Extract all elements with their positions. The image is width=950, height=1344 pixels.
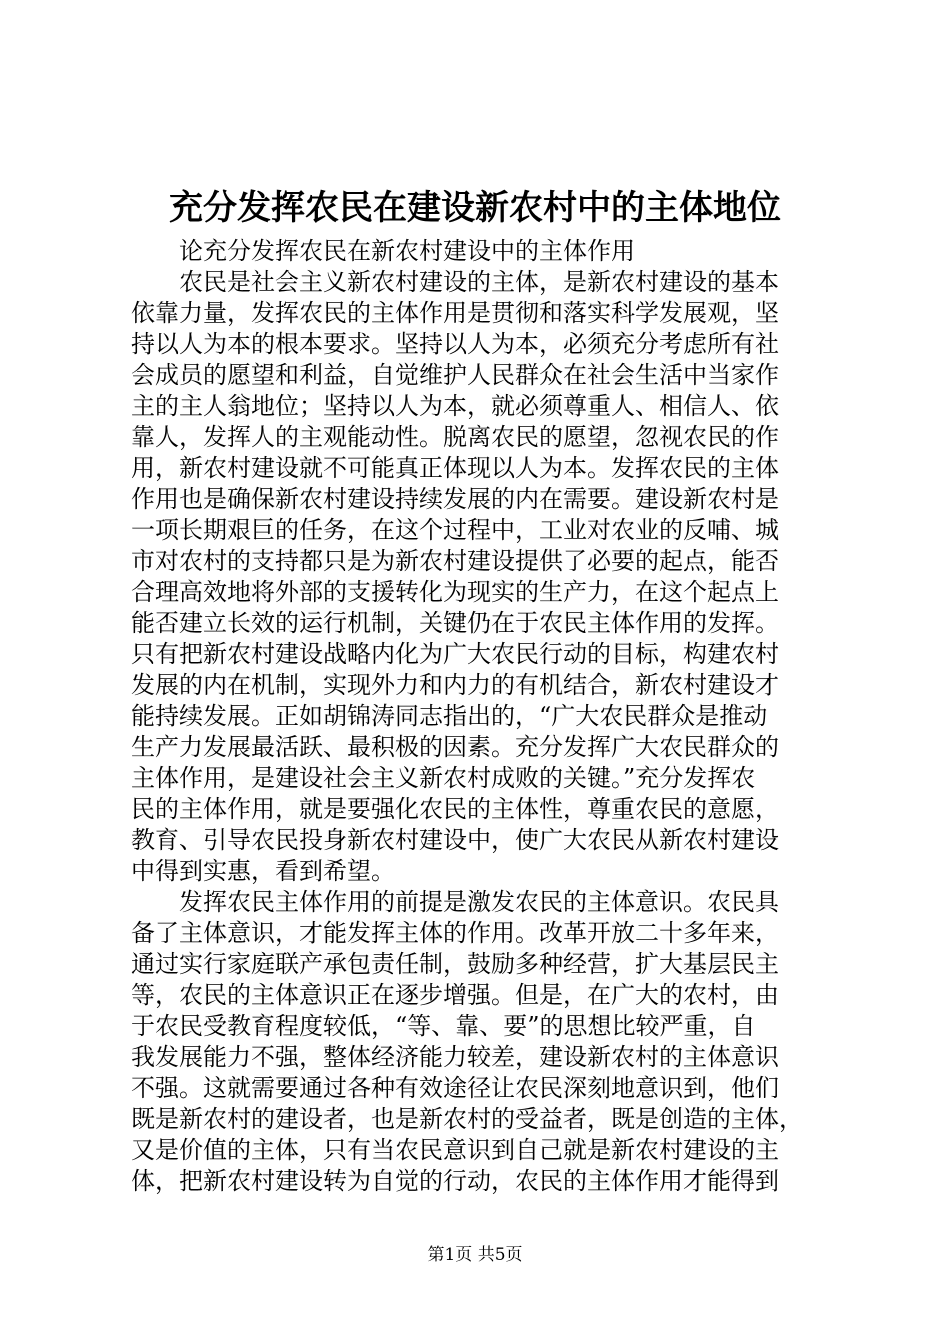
text-line: 依靠力量，发挥农民的主体作用是贯彻和落实科学发展观，坚: [131, 299, 779, 327]
text-line: 不强。这就需要通过各种有效途径让农民深刻地意识到，他们: [131, 1074, 779, 1102]
text-line: 只有把新农村建设战略内化为广大农民行动的目标，构建农村: [131, 640, 779, 668]
text-line: 持以人为本的根本要求。坚持以人为本，必须充分考虑所有社: [131, 330, 779, 358]
text-line: 能持续发展。正如胡锦涛同志指出的，“广大农民群众是推动: [131, 702, 768, 730]
text-line: 中得到实惠，看到希望。: [131, 857, 395, 885]
text-line: 作用也是确保新农村建设持续发展的内在需要。建设新农村是: [131, 485, 779, 513]
text-line: 主的主人翁地位；坚持以人为本，就必须尊重人、相信人、依: [131, 392, 779, 420]
text-line: 主体作用，是建设社会主义新农村成败的关键。”充分发挥农: [131, 764, 756, 792]
text-line: 合理高效地将外部的支援转化为现实的生产力，在这个起点上: [131, 578, 779, 606]
text-line: 既是新农村的建设者，也是新农村的受益者，既是创造的主体，: [131, 1105, 803, 1133]
text-line: 我发展能力不强，整体经济能力较差，建设新农村的主体意识: [131, 1043, 779, 1071]
text-line: 生产力发展最活跃、最积极的因素。充分发挥广大农民群众的: [131, 733, 779, 761]
text-line: 能否建立长效的运行机制，关键仍在于农民主体作用的发挥。: [131, 609, 779, 637]
text-line: 等，农民的主体意识正在逐步增强。但是，在广大的农村，由: [131, 981, 779, 1009]
text-line: 教育、引导农民投身新农村建设中，使广大农民从新农村建设: [131, 826, 779, 854]
text-line: 农民是社会主义新农村建设的主体，是新农村建设的基本: [179, 268, 779, 296]
text-line: 会成员的愿望和利益，自觉维护人民群众在社会生活中当家作: [131, 361, 779, 389]
text-line: 发展的内在机制，实现外力和内力的有机结合，新农村建设才: [131, 671, 779, 699]
text-line: 又是价值的主体，只有当农民意识到自己就是新农村建设的主: [131, 1136, 779, 1164]
text-line: 一项长期艰巨的任务，在这个过程中，工业对农业的反哺、城: [131, 516, 779, 544]
document-title: 充分发挥农民在建设新农村中的主体地位: [169, 188, 781, 228]
text-line: 论充分发挥农民在新农村建设中的主体作用: [179, 237, 635, 265]
text-line: 通过实行家庭联产承包责任制，鼓励多种经营，扩大基层民主: [131, 950, 779, 978]
page-footer: 第1页 共5页: [427, 1245, 523, 1265]
text-line: 市对农村的支持都只是为新农村建设提供了必要的起点，能否: [131, 547, 779, 575]
text-line: 备了主体意识，才能发挥主体的作用。改革开放二十多年来，: [131, 919, 779, 947]
text-line: 体，把新农村建设转为自觉的行动，农民的主体作用才能得到: [131, 1167, 779, 1195]
text-line: 民的主体作用，就是要强化农民的主体性，尊重农民的意愿，: [131, 795, 779, 823]
text-line: 用，新农村建设就不可能真正体现以人为本。发挥农民的主体: [131, 454, 779, 482]
text-line: 发挥农民主体作用的前提是激发农民的主体意识。农民具: [179, 888, 779, 916]
text-line: 靠人，发挥人的主观能动性。脱离农民的愿望，忽视农民的作: [131, 423, 779, 451]
document-body: [131, 236, 831, 1197]
text-line: 于农民受教育程度较低，“等、靠、要”的思想比较严重，自: [131, 1012, 756, 1040]
